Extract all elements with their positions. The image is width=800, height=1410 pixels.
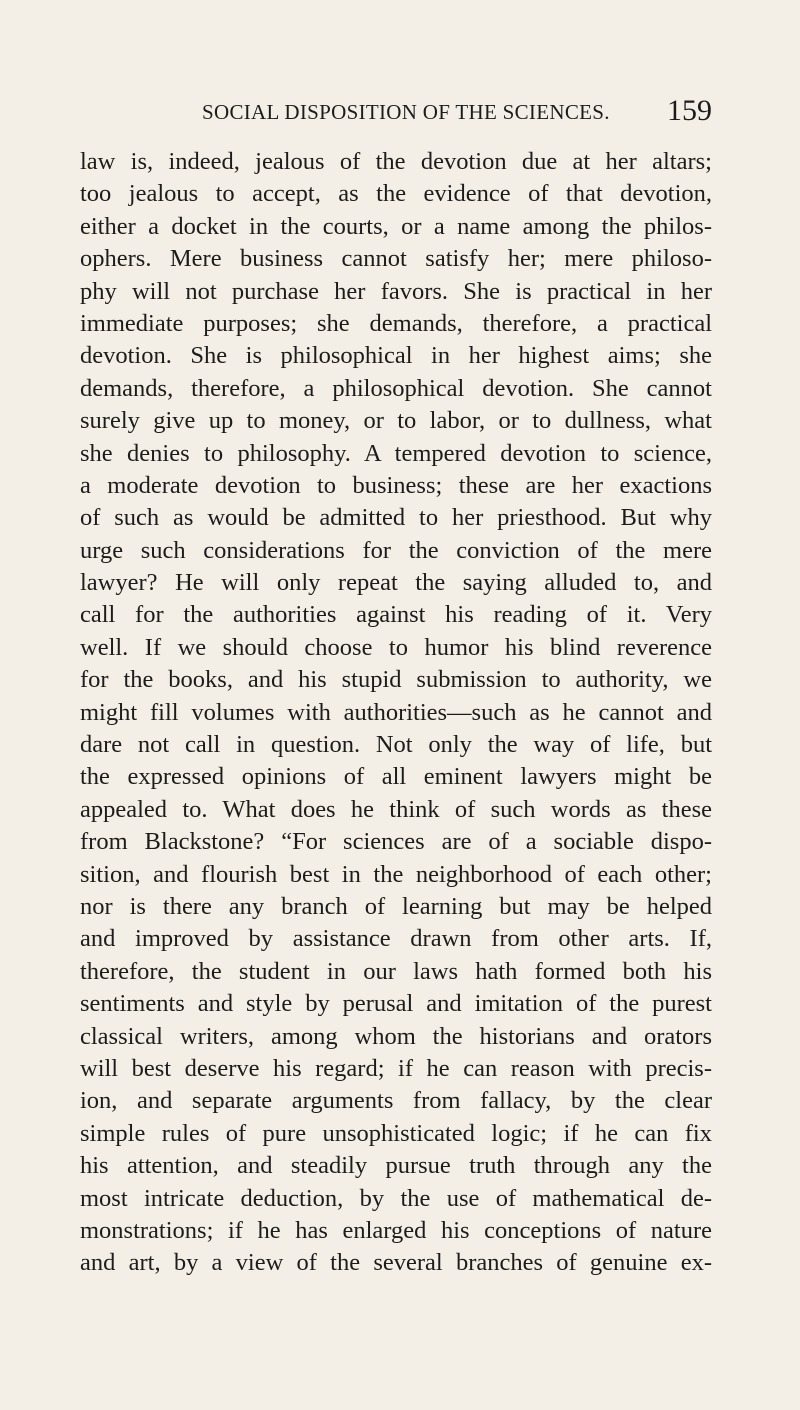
text-line: well. If we should choose to humor his blind reverence (80, 633, 712, 661)
text-line: from Blackstone? “For sciences are of a sociable dispo- (80, 828, 712, 856)
text-line: classical writers, among whom the historians and orators (80, 1022, 712, 1050)
text-line: lawyer? He will only repeat the saying alluded to, and (80, 569, 712, 597)
text-line: for the books, and his stupid submission to authority, we (80, 666, 712, 694)
text-line: and improved by assistance drawn from other arts. If, (80, 925, 712, 953)
text-line: therefore, the student in our laws hath formed both his (80, 957, 712, 985)
running-title: SOCIAL DISPOSITION OF THE SCIENCES. (202, 100, 610, 124)
body-text (80, 146, 712, 1280)
text-line: of such as would be admitted to her priesthood. But why (80, 504, 712, 532)
text-line: sition, and flourish best in the neighborhood of each other; (80, 860, 712, 888)
text-line: devotion. She is philosophical in her highest aims; she (80, 342, 712, 370)
text-line: might fill volumes with authorities—such as he cannot and (80, 698, 712, 726)
text-line: dare not call in question. Not only the way of life, but (80, 731, 712, 759)
text-line: a moderate devotion to business; these are her exactions (80, 471, 712, 499)
text-line: simple rules of pure unsophisticated logic; if he can fix (80, 1119, 712, 1147)
text-line: call for the authorities against his reading of it. Very (80, 601, 712, 629)
text-line: most intricate deduction, by the use of mathematical de- (80, 1184, 712, 1212)
running-head (202, 94, 712, 136)
text-line: appealed to. What does he think of such words as these (80, 795, 712, 823)
text-line: immediate purposes; she demands, therefore, a practical (80, 309, 712, 337)
text-line: either a docket in the courts, or a name among the philos- (80, 212, 712, 240)
text-line: and art, by a view of the several branches of genuine ex- (80, 1249, 712, 1277)
text-line: surely give up to money, or to labor, or to dullness, what (80, 407, 712, 435)
text-line: she denies to philosophy. A tempered devotion to science, (80, 439, 712, 467)
text-line: his attention, and steadily pursue truth through any the (80, 1152, 712, 1180)
text-line: nor is there any branch of learning but may be helped (80, 892, 712, 920)
text-line: sentiments and style by perusal and imitation of the purest (80, 990, 712, 1018)
text-line: demands, therefore, a philosophical devotion. She cannot (80, 374, 712, 402)
page-number: 159 (667, 94, 712, 127)
text-line: phy will not purchase her favors. She is practical in her (80, 277, 712, 305)
text-line: ion, and separate arguments from fallacy, by the clear (80, 1087, 712, 1115)
text-line: will best deserve his regard; if he can reason with precis- (80, 1054, 712, 1082)
text-line: monstrations; if he has enlarged his conceptions of nature (80, 1216, 712, 1244)
text-line: urge such considerations for the conviction of the mere (80, 536, 712, 564)
text-line: too jealous to accept, as the evidence of that devotion, (80, 180, 712, 208)
text-line: law is, indeed, jealous of the devotion due at her altars; (80, 148, 712, 175)
text-line: ophers. Mere business cannot satisfy her; mere philoso- (80, 245, 712, 273)
text-line: the expressed opinions of all eminent lawyers might be (80, 763, 712, 791)
